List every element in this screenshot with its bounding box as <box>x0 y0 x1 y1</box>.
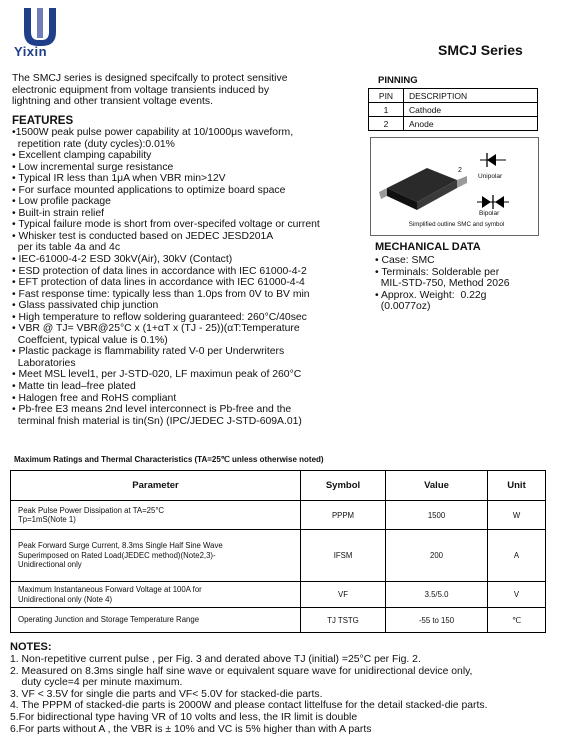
note-item: 2. Measured on 8.3ms single half sine wave or equivalent square wave for unidirectional device only, <box>10 665 473 677</box>
unit-cell: A <box>488 530 546 582</box>
feature-item: • Whisker test is conducted based on JEDEC JESD201A <box>12 230 274 242</box>
table-row <box>11 530 546 582</box>
feature-item: • Low profile package <box>12 196 111 208</box>
feature-item: • Built-in strain relief <box>12 207 104 219</box>
bipolar-diode-icon <box>476 192 510 212</box>
symbol-cell: TJ TSTG <box>301 608 386 633</box>
pin-description: Anode <box>404 117 538 131</box>
feature-item: • High temperature to reflow soldering guaranteed: 260°C/40sec <box>12 311 307 323</box>
mechanical-item: • Approx. Weight: 0.22g <box>375 289 487 301</box>
feature-item: repetition rate (duty cycles):0.01% <box>12 138 175 150</box>
note-item: 5.For bidirectional type having VR of 10 volts and less, the IR limit is double <box>10 711 358 723</box>
value-header: Value <box>386 471 488 501</box>
features-heading: FEATURES <box>12 115 74 127</box>
features-list <box>12 127 372 427</box>
feature-item: • Plastic package is flammability rated V-0 per Underwriters <box>12 346 285 358</box>
ratings-heading: Maximum Ratings and Thermal Characteristics (TA=25℃ unless otherwise noted) <box>14 455 324 464</box>
value-cell: 200 <box>386 530 488 582</box>
feature-item: • Fast response time: typically less than 1.0ps from 0V to BV min <box>12 288 310 300</box>
feature-item: • Meet MSL level1, per J-STD-020, LF maximun peak of 260°C <box>12 369 302 381</box>
table-header-row <box>11 471 546 501</box>
feature-item: • Glass passivated chip junction <box>12 300 159 312</box>
feature-item: terminal fnish material is tin(Sn) (IPC/JEDEC J-STD-609A.01) <box>12 415 302 427</box>
unit-cell: V <box>488 582 546 608</box>
feature-item: per its table 4a and 4c <box>12 242 121 254</box>
notes-list <box>10 654 558 735</box>
intro-line: lightning and other transient voltage events. <box>12 96 214 108</box>
pinning-table <box>368 88 538 131</box>
intro-line: electronic equipment from voltage transients induced by <box>12 84 270 96</box>
parameter-line: Unidirectional only <box>18 560 82 570</box>
intro-paragraph <box>12 73 357 108</box>
mechanical-heading: MECHANICAL DATA <box>375 241 481 253</box>
unit-header: Unit <box>488 471 546 501</box>
feature-item: Laboratories <box>12 357 76 369</box>
brand-name: Yixin <box>14 44 48 59</box>
pad-number-label: 2 <box>458 167 462 174</box>
symbol-cell: VF <box>301 582 386 608</box>
ratings-table <box>10 470 546 633</box>
feature-item: •1500W peak pulse power capability at 10/1000μs waveform, <box>12 127 294 138</box>
table-row <box>369 103 538 117</box>
parameter-line: Tp=1mS(Note 1) <box>18 515 76 524</box>
parameter-cell: Operating Junction and Storage Temperature Range <box>11 608 301 633</box>
feature-item: • EFT protection of data lines in accordance with IEC 61000-4-4 <box>12 277 305 289</box>
parameter-line: Maximum Instantaneous Forward Voltage at 100A for <box>18 585 202 594</box>
note-item: 1. Non-repetitive current pulse , per Fig. 3 and derated above TJ (initial) =25°C per Fig. 2. <box>10 654 421 665</box>
feature-item: • Matte tin lead–free plated <box>12 381 136 393</box>
feature-item: • For surface mounted applications to optimize board space <box>12 184 286 196</box>
pin-description: Cathode <box>404 103 538 117</box>
bipolar-label: Bipolar <box>479 210 500 217</box>
feature-item: • IEC-61000-4-2 ESD 30kV(Air), 30kV (Contact) <box>12 254 233 266</box>
feature-item: • VBR @ TJ= VBR@25°C x (1+αT x (TJ - 25))(αT:Temperature <box>12 323 300 335</box>
feature-item: • Typical IR less than 1μA when VBR min>12V <box>12 173 226 185</box>
symbol-header: Symbol <box>301 471 386 501</box>
value-cell: 1500 <box>386 501 488 530</box>
feature-item: • Typical failure mode is short from over-specifed voltage or current <box>12 219 320 231</box>
outline-caption: Simplified outline SMC and symbol <box>408 221 505 228</box>
feature-item: Coeffcient, typical value is 0.1%) <box>12 334 168 346</box>
mechanical-list <box>375 255 555 313</box>
mechanical-item: MIL-STD-750, Method 2026 <box>375 278 510 290</box>
symbol-cell: IFSM <box>301 530 386 582</box>
description-header: DESCRIPTION <box>404 89 538 103</box>
table-header-row <box>369 89 538 103</box>
mechanical-item: • Case: SMC <box>375 255 435 266</box>
parameter-cell <box>11 501 301 530</box>
table-row <box>369 117 538 131</box>
feature-item: • ESD protection of data lines in accordance with IEC 61000-4-2 <box>12 265 307 277</box>
notes-heading: NOTES: <box>10 641 52 653</box>
feature-item: • Pb-free E3 means 2nd level interconnect is Pb-free and the <box>12 404 292 416</box>
parameter-line: Peak Forward Surge Current, 8.3ms Single Half Sine Wave <box>18 541 223 551</box>
feature-item: • Excellent clamping capability <box>12 150 152 162</box>
note-item: 3. VF < 3.5V for single die parts and VF< 5.0V for stacked-die parts. <box>10 688 323 700</box>
feature-item: • Low incremental surge resistance <box>12 161 174 173</box>
note-item: 4. The PPPM of stacked-die parts is 2000W and please contact littelfuse for the detail stacked-die parts. <box>10 700 488 712</box>
parameter-line: Unidirectional only (Note 4) <box>18 594 113 604</box>
parameter-cell <box>11 582 301 608</box>
series-title: SMCJ Series <box>438 42 523 58</box>
table-row <box>11 501 546 530</box>
note-item: 6.For parts without A , the VBR is ± 10% and VC is 5% higher than with A parts <box>10 723 372 735</box>
symbol-cell: PPPM <box>301 501 386 530</box>
parameter-cell <box>11 530 301 582</box>
pinning-heading: PINNING <box>378 75 418 86</box>
intro-line: The SMCJ series is designed specifcally to protect sensitive <box>12 73 288 84</box>
unit-cell: W <box>488 501 546 530</box>
pin-header: PIN <box>369 89 404 103</box>
unit-cell: ℃ <box>488 608 546 633</box>
pin-number: 2 <box>369 117 404 131</box>
parameter-line: Superimposed on Rated Load(JEDEC method)(Note2,3)- <box>18 550 216 560</box>
unipolar-diode-icon <box>478 150 508 170</box>
mechanical-item: (0.0077oz) <box>375 301 431 313</box>
smc-package-image <box>375 150 475 220</box>
value-cell: -55 to 150 <box>386 608 488 633</box>
parameter-header: Parameter <box>11 471 301 501</box>
parameter-line: Peak Pulse Power Dissipation at TA=25°C <box>18 505 165 515</box>
pin-number: 1 <box>369 103 404 117</box>
unipolar-label: Unipolar <box>478 173 503 180</box>
value-cell: 3.5/5.0 <box>386 582 488 608</box>
table-row <box>11 582 546 608</box>
mechanical-item: • Terminals: Solderable per <box>375 266 500 278</box>
table-row <box>11 608 546 633</box>
feature-item: • Halogen free and RoHS compliant <box>12 392 177 404</box>
note-item: duty cycle=4 per minute maximum. <box>10 677 183 689</box>
